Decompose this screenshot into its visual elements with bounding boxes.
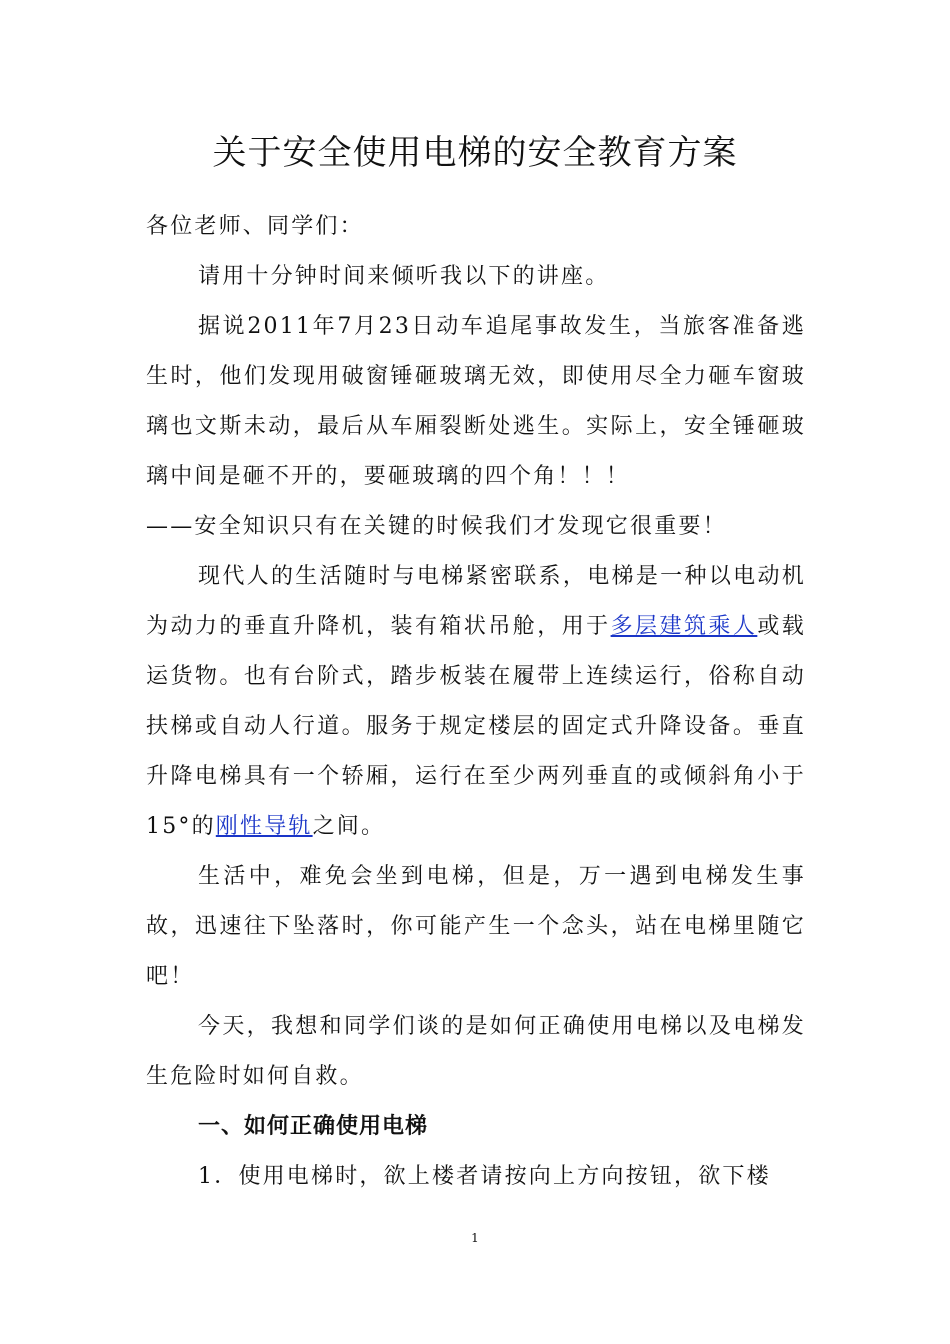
paragraph-intro: 请用十分钟时间来倾听我以下的讲座。 <box>198 264 610 289</box>
link-rigid-guide-rail[interactable]: 刚性导轨 <box>215 814 313 839</box>
paragraph-elevator-definition <box>146 552 806 852</box>
elevator-text-part2: 或载运货物。也有台阶式，踏步板装在履带上连续运行，俗称自动扶梯或自动人行道。服务于规定楼层的固定式升降设备。垂直升降电梯具有一个轿厢，运行在至少两列垂直的或倾斜角小于15°的 <box>146 614 806 839</box>
paragraph-train-note: ——安全知识只有在关键的时候我们才发现它很重要！ <box>146 514 727 539</box>
elevator-text-part1: 现代人的生活随时与电梯紧密联系，电梯是一种以电动机为动力的垂直升降机，装有箱状吊舱，用于 <box>146 564 806 639</box>
section-heading-1: 一、如何正确使用电梯 <box>198 1114 429 1139</box>
paragraph-life: 生活中，难免会坐到电梯，但是，万一遇到电梯发生事故，迅速往下坠落时，你可能产生一个念头，站在电梯里随它吧！ <box>146 864 806 989</box>
document-body <box>146 202 806 1202</box>
paragraph-today: 今天，我想和同学们谈的是如何正确使用电梯以及电梯发生危险时如何自救。 <box>146 1014 806 1089</box>
page-number: 1 <box>471 1231 479 1245</box>
link-multistory-building[interactable]: 多层建筑乘人 <box>610 614 758 639</box>
list-item-1: 1．使用电梯时，欲上楼者请按向上方向按钮，欲下楼 <box>198 1164 771 1189</box>
document-title: 关于安全使用电梯的安全教育方案 <box>212 133 738 173</box>
salutation: 各位老师、同学们： <box>146 214 364 239</box>
paragraph-train-accident: 据说2011年7月23日动车追尾事故发生，当旅客准备逃生时，他们发现用破窗锤砸玻璃无效，即使用尽全力砸车窗玻璃也文斯未动，最后从车厢裂断处逃生。实际上，安全锤砸玻璃中间是砸不开的，要砸玻璃的四个角！！！ <box>146 314 806 489</box>
elevator-text-part3: 之间。 <box>312 814 386 839</box>
